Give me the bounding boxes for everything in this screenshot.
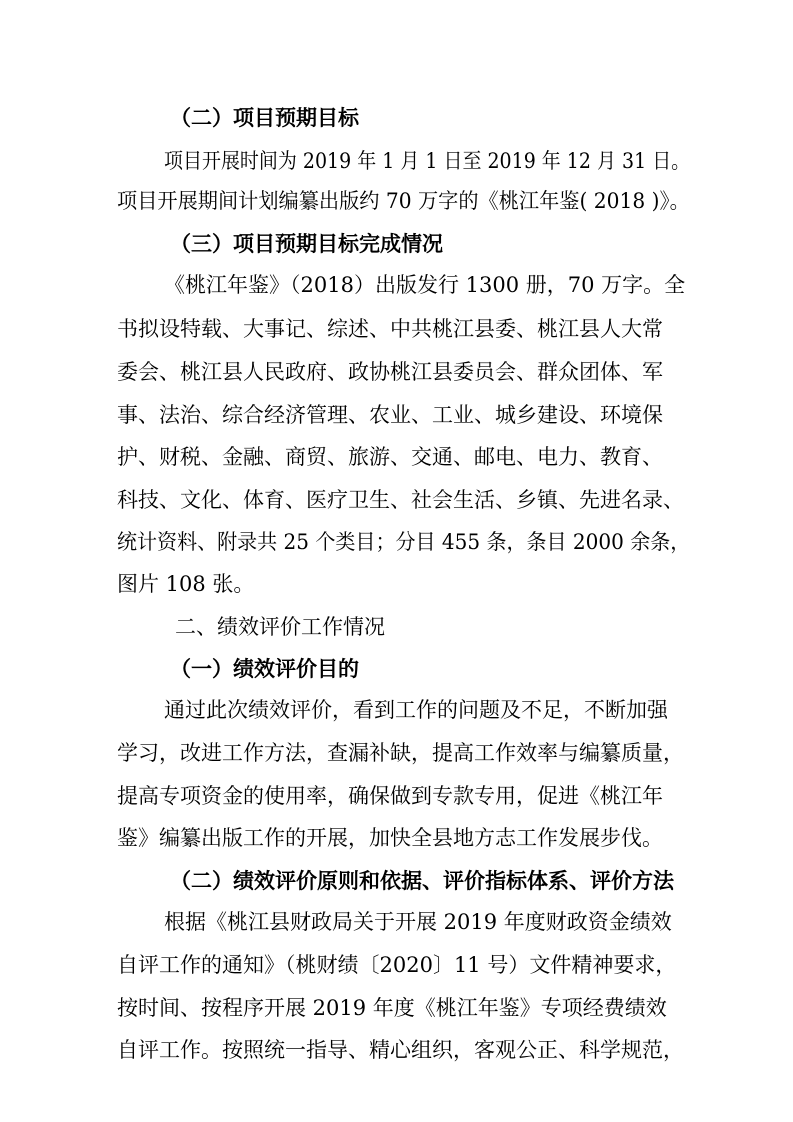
section-heading-goal-completion: （三）项目预期目标完成情况: [170, 232, 443, 256]
paragraph-line: 自评工作。按照统一指导、精心组织，客观公正、科学规范，: [117, 1038, 684, 1062]
paragraph-line: 图片 108 张。: [117, 572, 255, 596]
section-heading-evaluation-purpose: （一）绩效评价目的: [170, 657, 359, 681]
paragraph-line: 委会、桃江县人民政府、政协桃江县委员会、群众团体、军: [117, 360, 663, 384]
chapter-heading-performance-evaluation: 二、绩效评价工作情况: [175, 615, 385, 639]
paragraph-line: 科技、文化、体育、医疗卫生、社会生活、乡镇、先进名录、: [117, 488, 684, 512]
paragraph-line: 自评工作的通知》（桃财绩〔2020〕11 号）文件精神要求，: [117, 953, 677, 977]
section-heading-project-goals: （二）项目预期目标: [170, 106, 359, 130]
paragraph-line: 项目开展期间计划编纂出版约 70 万字的《桃江年鉴( 2018 )》。: [117, 189, 690, 213]
section-heading-evaluation-principles: （二）绩效评价原则和依据、评价指标体系、评价方法: [170, 869, 674, 893]
paragraph-line: 学习，改进工作方法，查漏补缺，提高工作效率与编纂质量，: [117, 741, 684, 765]
paragraph-line: 按时间、按程序开展 2019 年度《桃江年鉴》专项经费绩效: [117, 996, 667, 1020]
paragraph-line: 根据《桃江县财政局关于开展 2019 年度财政资金绩效: [164, 910, 672, 934]
paragraph-line: 通过此次绩效评价，看到工作的问题及不足，不断加强: [164, 698, 668, 722]
paragraph-line: 提高专项资金的使用率，确保做到专款专用，促进《桃江年: [117, 784, 663, 808]
paragraph-line: 事、法治、综合经济管理、农业、工业、城乡建设、环境保: [117, 403, 663, 427]
paragraph-line: 鉴》编纂出版工作的开展，加快全县地方志工作发展步伐。: [117, 826, 663, 850]
paragraph-line: 《桃江年鉴》（2018）出版发行 1300 册，70 万字。全: [164, 273, 686, 297]
paragraph-line: 书拟设特载、大事记、综述、中共桃江县委、桃江县人大常: [117, 317, 663, 341]
paragraph-line: 统计资料、附录共 25 个类目；分目 455 条，条目 2000 余条，: [117, 530, 691, 554]
paragraph-line: 项目开展时间为 2019 年 1 月 1 日至 2019 年 12 月 31 日。: [164, 149, 691, 173]
paragraph-line: 护、财税、金融、商贸、旅游、交通、邮电、电力、教育、: [117, 445, 663, 469]
